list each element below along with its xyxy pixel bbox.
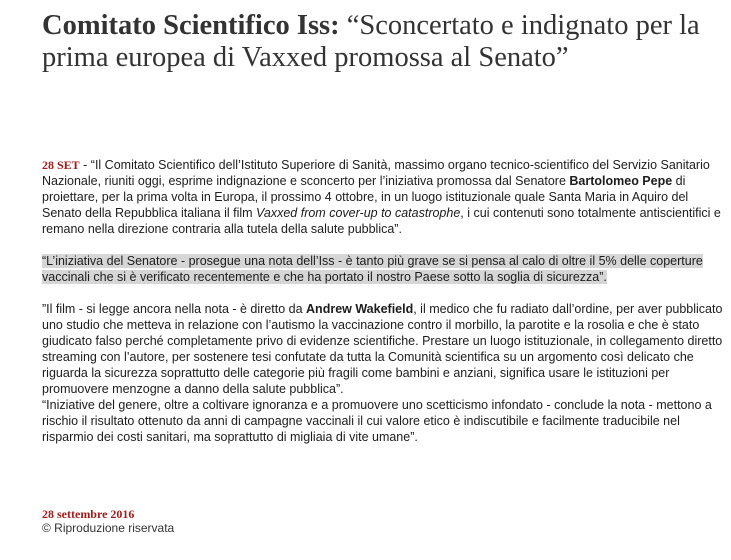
- article-headline: [42, 10, 722, 74]
- copyright-notice: © Riproduzione riservata: [42, 521, 175, 535]
- paragraph-intro: [42, 157, 724, 237]
- article-footer: [42, 507, 174, 535]
- article-body: [42, 157, 724, 445]
- intro-text-3: , i cui contenuti sono totalmente antiscientifici e remano nella direzione contraria alla tutela della salute pubblica”.: [42, 206, 721, 236]
- director-name: Andrew Wakefield: [306, 302, 414, 316]
- highlighted-quote: “L’iniziativa del Senatore - prosegue una nota dell’Iss - è tanto più grave se si pensa al calo di oltre il 5% delle coperture vaccinali che si è verificato recentemente e che ha portato il nostro Paese sotto la soglia di sicurezza”.: [42, 254, 703, 284]
- paragraph-highlighted-quote: [42, 253, 724, 285]
- film-text-1: ”Il film - si legge ancora nella nota - è diretto da: [42, 302, 307, 316]
- dateline: 28 SET: [42, 158, 80, 172]
- publication-date: 28 settembre 2016: [42, 507, 135, 521]
- senator-name: Bartolomeo Pepe: [569, 174, 673, 188]
- paragraph-conclusion: “Iniziative del genere, oltre a coltivare ignoranza e a promuovere uno scetticismo infondato - conclude la nota - mettono a rischio il risultato ottenuto da anni di campagne vaccinali il cui valore etico è indiscutibile e facilmente traducibile nel risparmio dei costi sanitari, ma soprattutto di migliaia di vite umane”.: [42, 398, 712, 444]
- intro-text-1: - “Il Comitato Scientifico dell’Istituto Superiore di Sanità, massimo organo tecnico-scientifico del Servizio Sanitario Nazionale, riuniti oggi, esprime indignazione e sconcerto per l’iniziativa promossa dal Senatore: [42, 158, 710, 188]
- film-title: Vaxxed from cover-up to catastrophe: [256, 206, 461, 220]
- headline-rest: “Sconcertato e indignato per la prima europea di Vaxxed promossa al Senato”: [42, 10, 700, 73]
- paragraph-film: [42, 301, 724, 397]
- headline-lead: Comitato Scientifico Iss:: [42, 10, 340, 41]
- intro-text-2: di proiettare, per la prima volta in Europa, il prossimo 4 ottobre, in un luogo istituzionale quale Santa Maria in Aquiro del Senato della Repubblica italiana il film: [42, 174, 689, 220]
- article-header: [42, 10, 722, 74]
- film-text-2: , il medico che fu radiato dall’ordine, per aver pubblicato uno studio che metteva in relazione con l’autismo la vaccinazione contro il morbillo, la parotite e la rosolia e che è stato giudicato falso perché completamente privo di evidenze scientifiche. Prestare un luogo istituzionale, in collegamento diretto streaming con l’autore, per sostenere tesi confutate da tutta la Comunità scientifica su un argomento così delicato che riguarda la sicurezza soprattutto delle categorie più fragili come bambini e anziani, significa usare le istituzioni per promuovere menzogne a danno della salute pubblica”.: [42, 302, 723, 396]
